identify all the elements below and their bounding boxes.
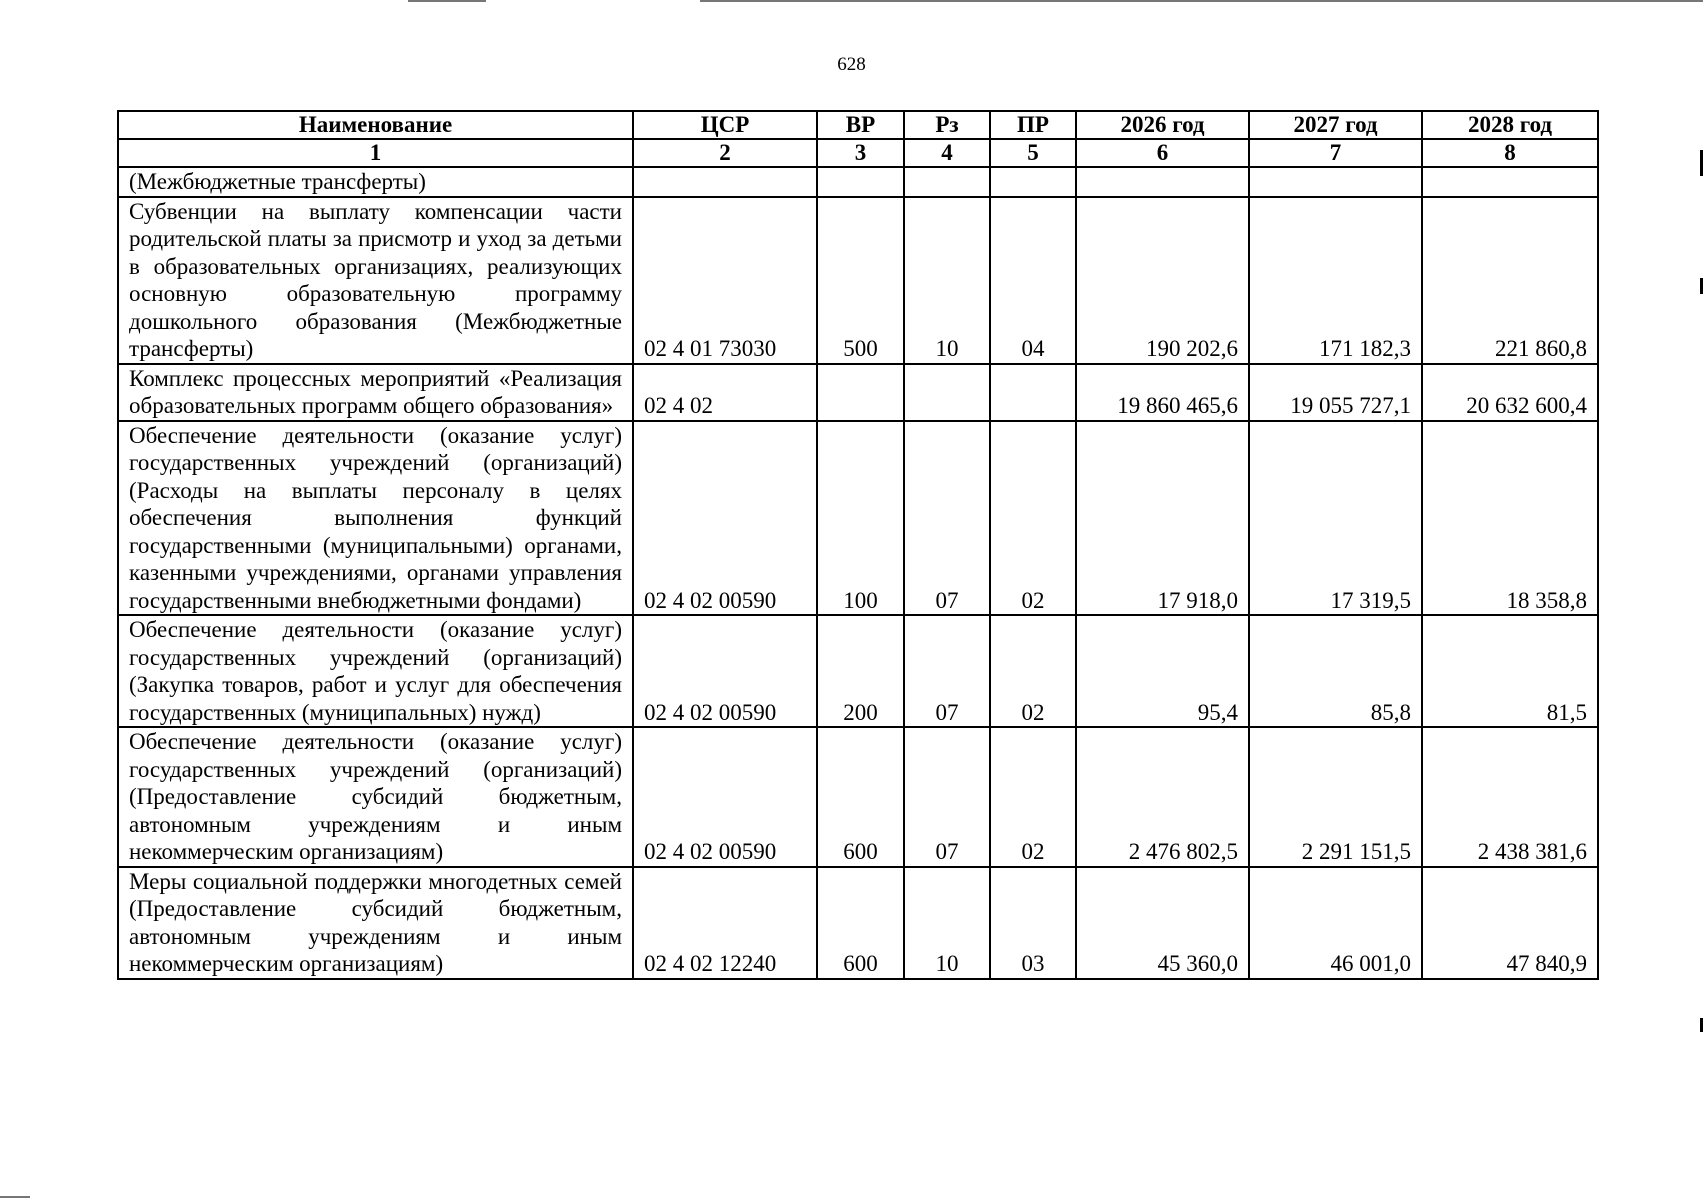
row-2028: 81,5 [1422, 615, 1598, 727]
header-pr: ПР [990, 111, 1076, 139]
row-pr: 03 [990, 867, 1076, 979]
table-row [118, 364, 1598, 421]
column-number: 7 [1249, 139, 1422, 167]
row-pr [990, 167, 1076, 197]
row-rz: 10 [904, 197, 990, 364]
column-number: 5 [990, 139, 1076, 167]
row-2027: 171 182,3 [1249, 197, 1422, 364]
row-2026: 2 476 802,5 [1076, 727, 1249, 867]
row-2027: 85,8 [1249, 615, 1422, 727]
row-2027: 46 001,0 [1249, 867, 1422, 979]
header-rz: Рз [904, 111, 990, 139]
table-row [118, 727, 1598, 867]
row-name: (Межбюджетные трансферты) [118, 167, 633, 197]
header-row [118, 111, 1598, 139]
row-csr: 02 4 02 00590 [633, 727, 817, 867]
row-vr [817, 167, 904, 197]
row-rz: 07 [904, 615, 990, 727]
row-csr: 02 4 02 12240 [633, 867, 817, 979]
row-csr [633, 167, 817, 197]
row-pr: 02 [990, 421, 1076, 616]
budget-table [117, 110, 1599, 980]
row-rz [904, 167, 990, 197]
row-2028: 221 860,8 [1422, 197, 1598, 364]
row-2028: 2 438 381,6 [1422, 727, 1598, 867]
row-csr: 02 4 01 73030 [633, 197, 817, 364]
scan-edge-line-right [700, 0, 1703, 2]
table-row [118, 197, 1598, 364]
header-name: Наименование [118, 111, 633, 139]
row-rz: 07 [904, 421, 990, 616]
row-pr: 04 [990, 197, 1076, 364]
row-name: Обеспечение деятельности (оказание услуг) государственных учреждений (организаций) (Расходы на выплаты персоналу в целях обеспечения выполнения функций государственными (муниципальными) органами, казенными учреждениями, органами управления государственными внебюджетными фондами) [118, 421, 633, 616]
row-vr [817, 364, 904, 421]
row-vr: 100 [817, 421, 904, 616]
row-pr [990, 364, 1076, 421]
column-number-row [118, 139, 1598, 167]
row-2027: 17 319,5 [1249, 421, 1422, 616]
row-2026: 19 860 465,6 [1076, 364, 1249, 421]
row-name: Комплекс процессных мероприятий «Реализация образовательных программ общего образования» [118, 364, 633, 421]
header-2028: 2028 год [1422, 111, 1598, 139]
row-rz [904, 364, 990, 421]
table-row [118, 867, 1598, 979]
table-row [118, 167, 1598, 197]
row-2026: 45 360,0 [1076, 867, 1249, 979]
column-number: 1 [118, 139, 633, 167]
row-2028: 18 358,8 [1422, 421, 1598, 616]
row-2026: 190 202,6 [1076, 197, 1249, 364]
row-2027 [1249, 167, 1422, 197]
header-vr: ВР [817, 111, 904, 139]
header-2026: 2026 год [1076, 111, 1249, 139]
row-2027: 2 291 151,5 [1249, 727, 1422, 867]
row-vr: 600 [817, 867, 904, 979]
row-2026 [1076, 167, 1249, 197]
row-2028 [1422, 167, 1598, 197]
row-name: Обеспечение деятельности (оказание услуг) государственных учреждений (организаций) (Закупка товаров, работ и услуг для обеспечения государственных (муниципальных) нужд) [118, 615, 633, 727]
row-rz: 07 [904, 727, 990, 867]
column-number: 8 [1422, 139, 1598, 167]
row-name: Меры социальной поддержки многодетных семей (Предоставление субсидий бюджетным, автономным учреждениям и иным некоммерческим организациям) [118, 867, 633, 979]
row-pr: 02 [990, 727, 1076, 867]
table-row [118, 615, 1598, 727]
header-2027: 2027 год [1249, 111, 1422, 139]
scan-edge-mark-bottom [0, 1196, 30, 1198]
column-number: 4 [904, 139, 990, 167]
row-pr: 02 [990, 615, 1076, 727]
column-number: 6 [1076, 139, 1249, 167]
row-2028: 47 840,9 [1422, 867, 1598, 979]
page-number: 628 [837, 54, 866, 75]
row-name: Субвенции на выплату компенсации части родительской платы за присмотр и уход за детьми в образовательных организациях, реализующих основную образовательную программу дошкольного образования (Межбюджетные трансферты) [118, 197, 633, 364]
row-2028: 20 632 600,4 [1422, 364, 1598, 421]
row-2027: 19 055 727,1 [1249, 364, 1422, 421]
row-csr: 02 4 02 00590 [633, 615, 817, 727]
row-vr: 500 [817, 197, 904, 364]
header-csr: ЦСР [633, 111, 817, 139]
row-2026: 95,4 [1076, 615, 1249, 727]
row-name: Обеспечение деятельности (оказание услуг) государственных учреждений (организаций) (Предоставление субсидий бюджетным, автономным учреждениям и иным некоммерческим организациям) [118, 727, 633, 867]
row-2026: 17 918,0 [1076, 421, 1249, 616]
row-vr: 200 [817, 615, 904, 727]
row-csr: 02 4 02 [633, 364, 817, 421]
scan-edge-line-left [408, 0, 486, 2]
row-vr: 600 [817, 727, 904, 867]
row-rz: 10 [904, 867, 990, 979]
row-csr: 02 4 02 00590 [633, 421, 817, 616]
table-row [118, 421, 1598, 616]
column-number: 2 [633, 139, 817, 167]
column-number: 3 [817, 139, 904, 167]
